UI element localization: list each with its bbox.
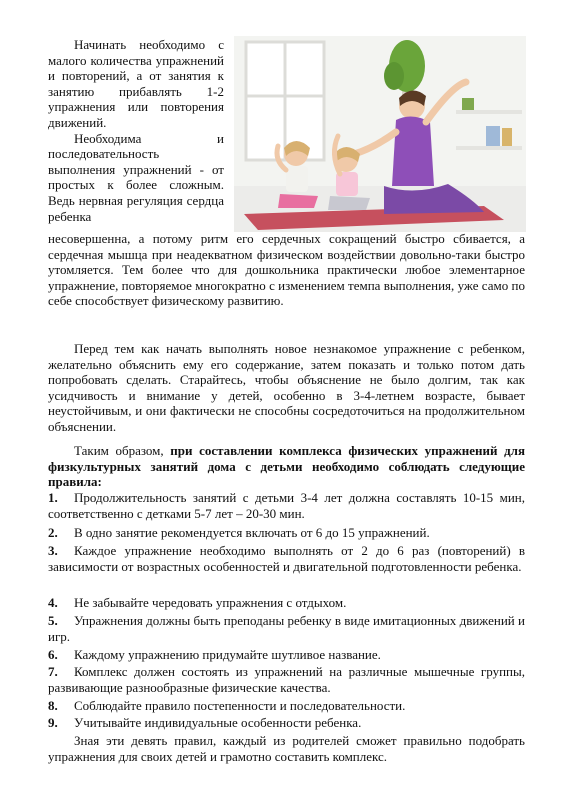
rule-number: 2. (48, 525, 58, 540)
rule-number: 9. (48, 715, 58, 730)
rule-8 (48, 698, 525, 714)
rule-text: Соблюдайте правило постепенности и последовательности. (74, 698, 406, 713)
rule-text: Учитывайте индивидуальные особенности ребенка. (74, 715, 362, 730)
rule-text: Продолжительность занятий с детьми 3-4 лет должна составлять 10-15 мин, соответственно с детками 5-7 лет – 20-30 мин. (48, 490, 525, 521)
paragraph-4-lead: Таким образом, (74, 443, 171, 458)
rule-text: Комплекс должен состоять из упражнений на различные мышечные группы, развивающие разнообразные физические качества. (48, 664, 525, 695)
rule-7 (48, 664, 525, 695)
paragraph-3: Перед тем как начать выполнять новое незнакомое упражнение с ребенком, желательно объяснить ему его содержание, затем показать и только потом дать попробовать сделать. Старайтесь, чтобы объяснение не было долгим, так как усидчивость и внимание у детей, особенно в 3-4-летнем возрасте, бывает неустойчивым, и они фактически не способны сосредоточиться на продолжительном объяснении. (48, 341, 525, 434)
paragraph-2-start: Необходима и последовательность выполнения упражнений - от простых к более сложным. Ведь нервная регуляция сердца ребенка (48, 130, 224, 224)
rule-2 (48, 525, 525, 541)
rule-number: 4. (48, 595, 58, 610)
rule-6 (48, 647, 525, 663)
rule-number: 7. (48, 664, 58, 679)
rule-3 (48, 543, 525, 574)
rule-number: 8. (48, 698, 58, 713)
paragraph-2-continued: несовершенна, а потому ритм его сердечных сокращений быстро сбивается, а сердечная мышца при неадекватном физическом воздействии довольно-таки быстро утомляется. Тем более что для дошкольника практически любое элементарное упражнение, повторяемое многократно с изменением темпа выполнения, уже само по себе способствует физическому развитию. (48, 231, 525, 309)
paragraph-1: Начинать необходимо с малого количества упражнений и повторений, а от занятия к занятию прибавлять 1-2 упражнения или повторения движений. (48, 37, 224, 130)
intro-column (48, 37, 224, 224)
rule-text: Каждому упражнению придумайте шутливое название. (74, 647, 381, 662)
rule-5 (48, 613, 525, 644)
rule-9 (48, 715, 525, 731)
rule-4 (48, 595, 525, 611)
rule-number: 3. (48, 543, 58, 558)
rule-number: 6. (48, 647, 58, 662)
rule-number: 1. (48, 490, 58, 505)
rule-text: Каждое упражнение необходимо выполнять от 2 до 6 раз (повторений) в зависимости от возрастных особенностей и двигательной подготовленности ребенка. (48, 543, 525, 574)
rule-number: 5. (48, 613, 58, 628)
paragraph-4-bold: при составлении комплекса физических упражнений для физкультурных занятий дома с детьми необходимо соблюдать следующие правила: (48, 443, 526, 490)
rule-text: Не забывайте чередовать упражнения с отдыхом. (74, 595, 347, 610)
rule-text: Упражнения должны быть преподаны ребенку в виде имитационных движений и игр. (48, 613, 525, 644)
rule-text: В одно занятие рекомендуется включать от 6 до 15 упражнений. (74, 525, 430, 540)
paragraph-final: Зная эти девять правил, каждый из родителей сможет правильно подобрать упражнения для своих детей и грамотно составить комплекс. (48, 733, 525, 764)
photo-illustration (234, 36, 526, 232)
paragraph-4 (48, 443, 525, 490)
rule-1 (48, 490, 525, 521)
photo-family-yoga (234, 36, 526, 232)
